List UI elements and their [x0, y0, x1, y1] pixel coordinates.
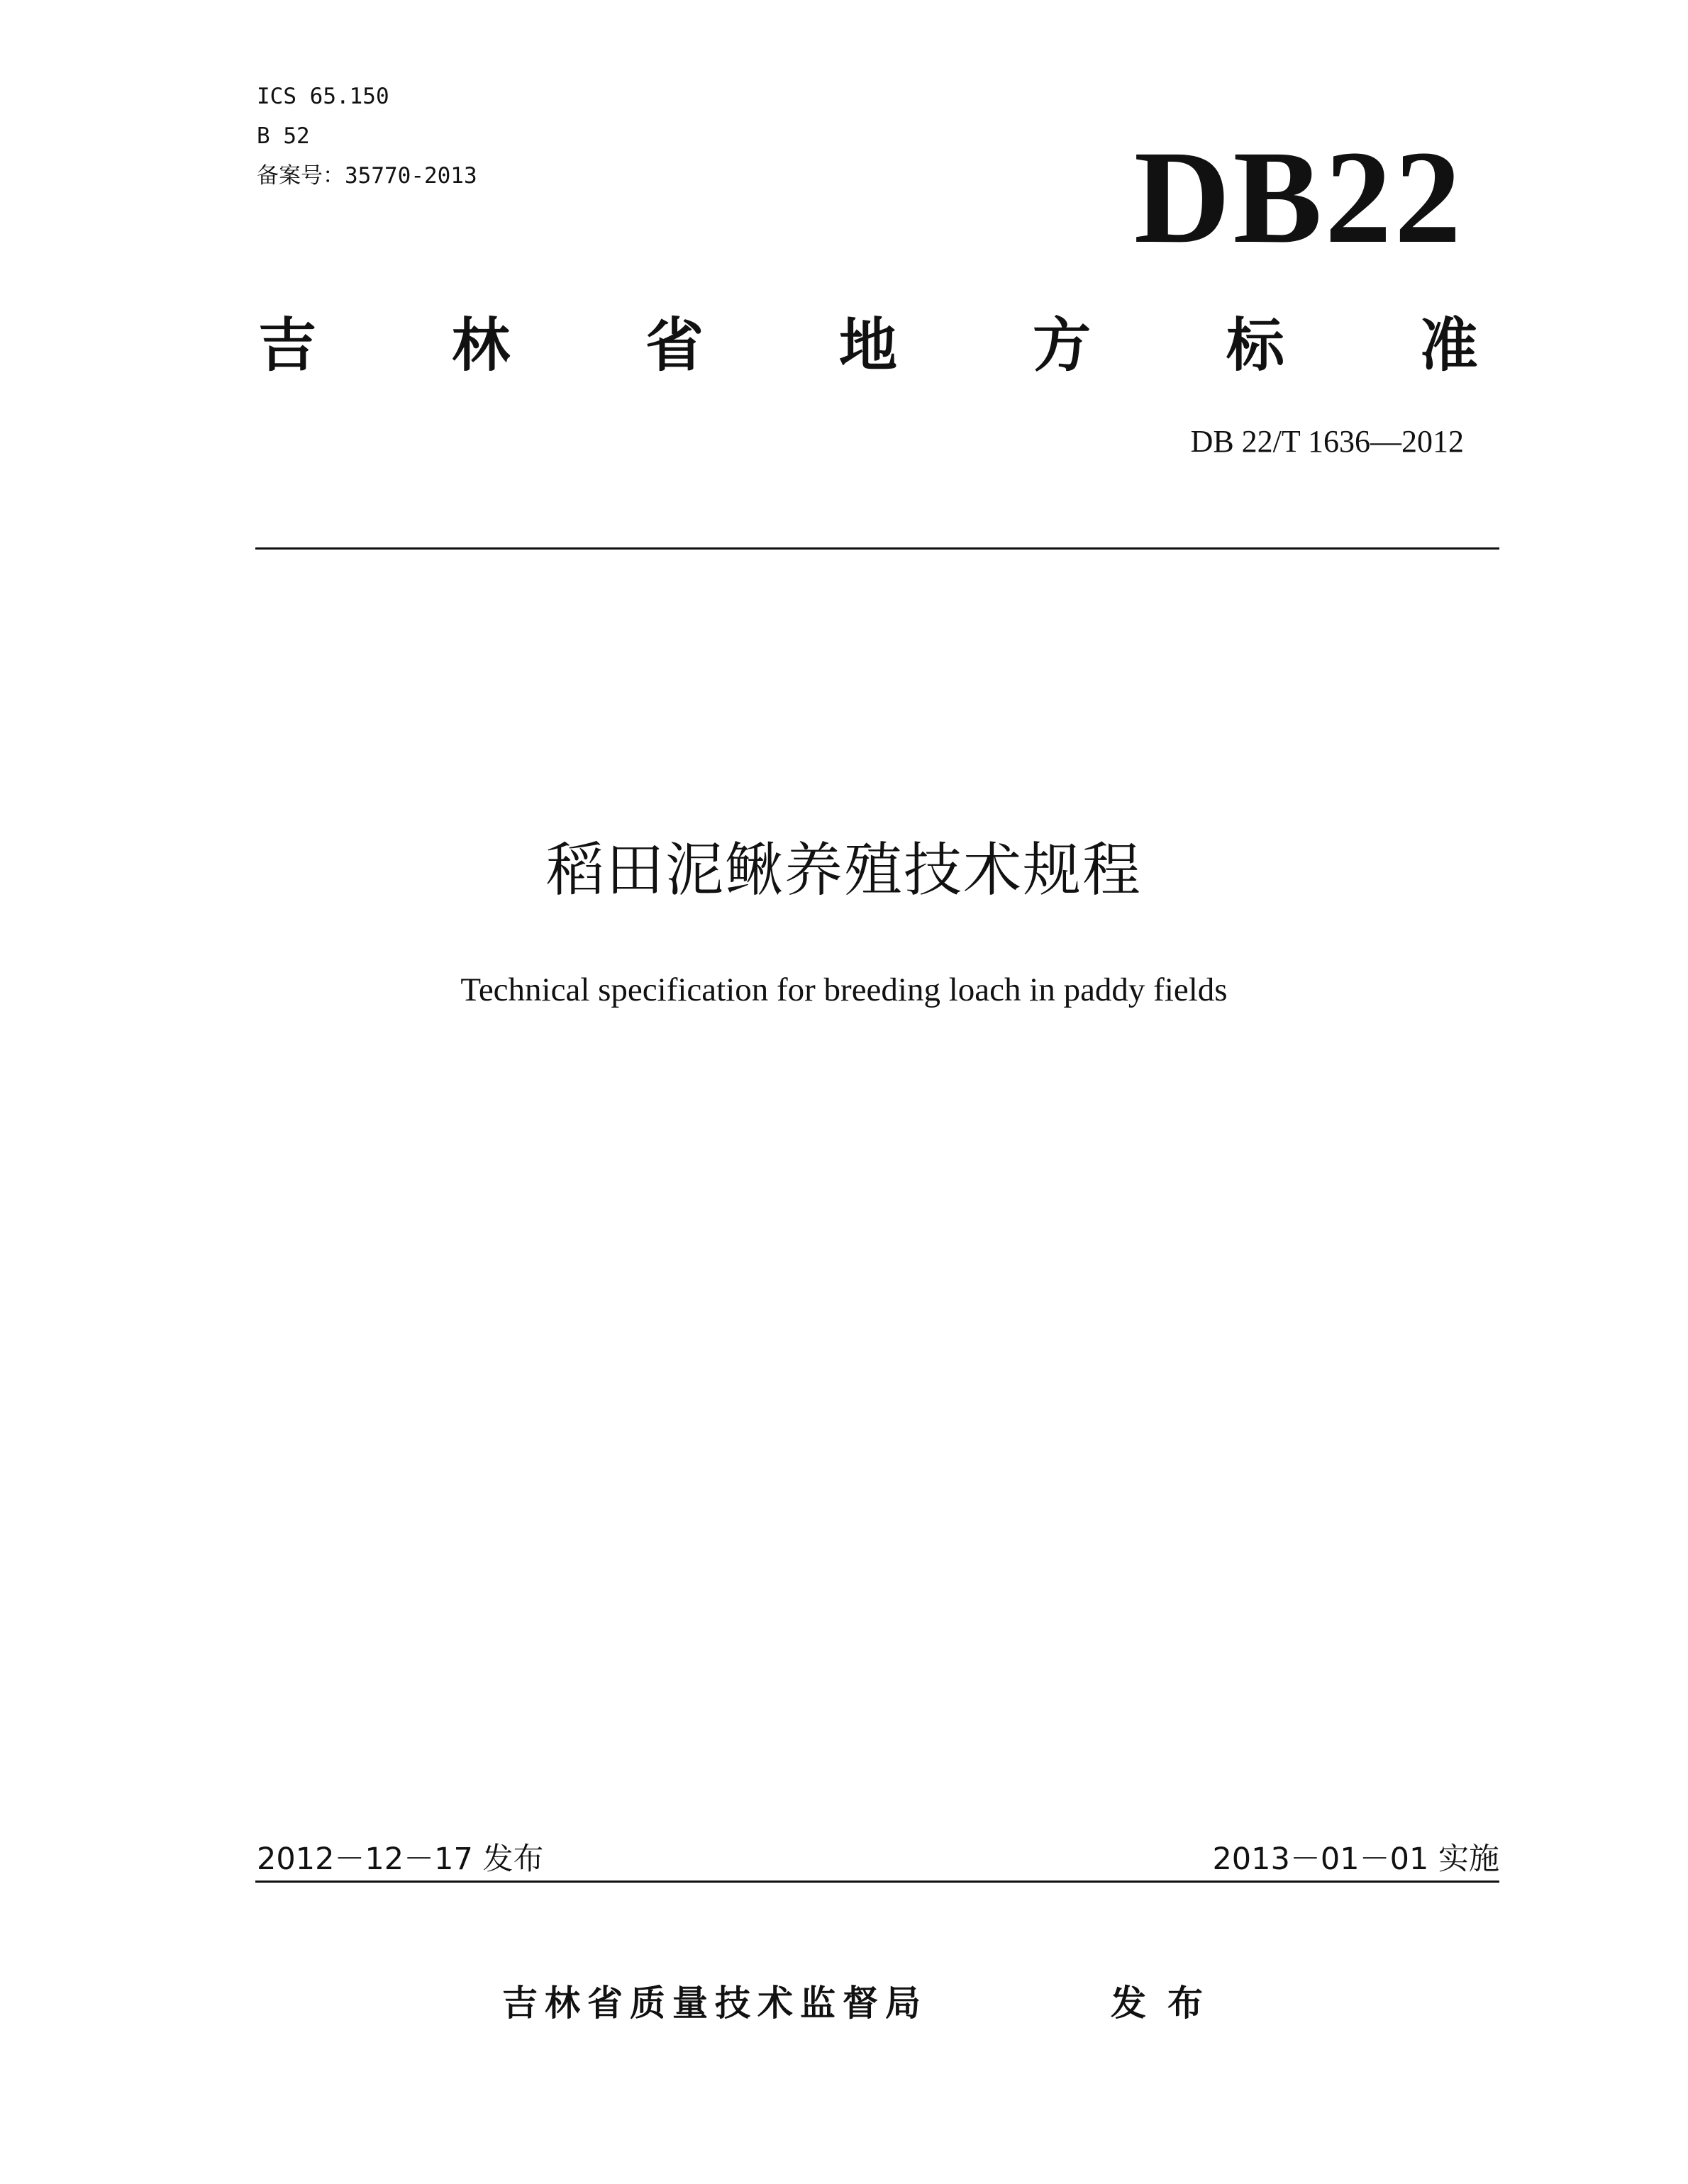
ccs-code: B 52: [257, 123, 310, 149]
standard-kind-char: 标: [1226, 311, 1284, 379]
ics-code: ICS 65.150: [257, 84, 389, 109]
standard-kind-char: 林: [451, 311, 510, 379]
standard-kind-char: 省: [645, 311, 704, 379]
top-divider: [255, 547, 1499, 550]
filing-number: 备案号：35770-2013: [257, 163, 477, 189]
db-code-logo: DB22: [1133, 123, 1464, 271]
standard-kind-heading: [258, 301, 1478, 379]
standard-kind-char: 吉: [258, 311, 317, 379]
standard-kind-char: 地: [838, 311, 897, 379]
standard-kind-char: 方: [1032, 311, 1091, 379]
issuing-authority: 吉林省质量技术监督局: [502, 1983, 928, 2024]
effective-date: 2013－01－01 实施: [1212, 1842, 1499, 1877]
issue-date: 2012－12－17 发布: [257, 1842, 544, 1877]
standard-kind-char: 准: [1419, 311, 1478, 379]
title-chinese: 稻田泥鳅养殖技术规程: [545, 837, 1142, 904]
standard-number: DB 22/T 1636—2012: [1190, 424, 1464, 459]
title-english: Technical specification for breeding loach in paddy fields: [460, 971, 1228, 1008]
issue-label: 发布: [1111, 1983, 1224, 2024]
bottom-divider: [255, 1881, 1499, 1883]
